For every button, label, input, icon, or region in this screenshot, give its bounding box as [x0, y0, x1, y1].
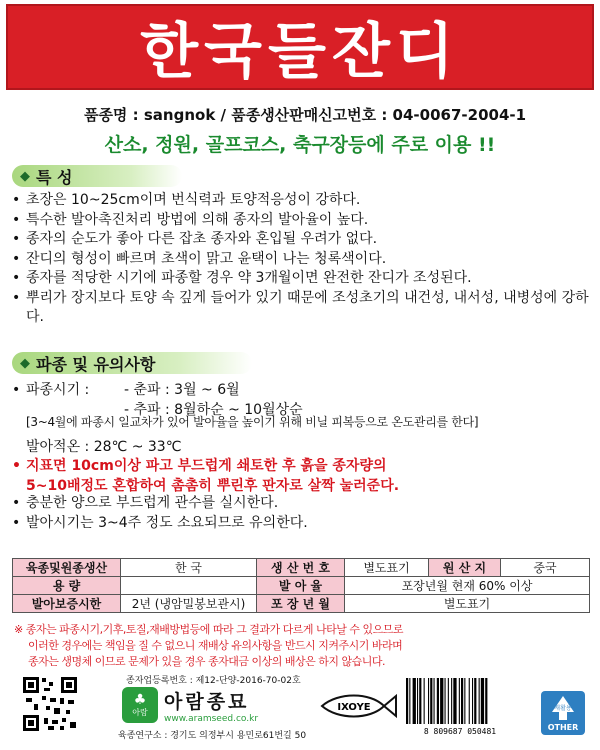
soil-prep-instruction: • 지표면 10cm이상 파고 부드럽게 쇄토한 후 흙을 종자량의 5~10배정도 혼합하여 촘촘히 뿌린후 판자로 살짝 눌러준다. [12, 458, 400, 494]
features-heading-label: 특 성 [36, 167, 73, 187]
recycle-other-icon [540, 690, 586, 736]
title-banner [6, 4, 594, 90]
barcode-bar [464, 678, 465, 724]
qr-code-icon [22, 676, 78, 732]
barcode-bar [417, 678, 418, 724]
warning-notice: ※ 종자는 파종시기,기후,토질,재배방법등에 따라 그 결과가 다르게 나타날 수 있으므로 이러한 경우에는 책임을 질 수 없으니 재배상 유의사항을 반드시 지켜주시기 바라며 종자는 생명체 이므로 문제가 있을 경우 종자대금 이상의 배상은 하지 않습니다. [14, 623, 403, 668]
barcode-bar [472, 678, 473, 724]
barcode-bar [459, 678, 460, 724]
barcode-bar [461, 678, 463, 724]
diamond-icon: ◆ [20, 168, 30, 184]
leaf-emblem-icon: ♣ 아람 [122, 687, 158, 723]
spec-table [12, 558, 590, 613]
barcode-bar [474, 678, 476, 724]
barcode-bar [453, 678, 456, 724]
svg-text:8 809687 050481: 8 809687 050481 [423, 727, 497, 736]
barcode-bar [419, 678, 421, 724]
feature-item: • 초장은 10~25cm이며 번식력과 토양적응성이 강하다. [12, 192, 361, 208]
barcode-bar [428, 678, 429, 724]
spring-sowing: - 춘파 : 3월 ~ 6월 [124, 382, 240, 398]
product-title: 한국들잔디 [140, 17, 460, 87]
ichthys-fish-icon [318, 690, 398, 722]
svg-text:OTHER: OTHER [547, 723, 579, 732]
diamond-icon: ◆ [20, 355, 30, 371]
germination-temperature: 발아적온 : 28℃ ~ 33℃ [26, 439, 182, 455]
barcode-bar [469, 678, 470, 724]
barcode-bar [434, 678, 435, 724]
barcode-bar [445, 678, 446, 724]
svg-text:IXOYE: IXOYE [337, 702, 371, 713]
feature-item: • 특수한 발아촉진처리 방법에 의해 종자의 발아율이 높다. [12, 211, 369, 228]
table-row: 용 량 발 아 율 포장년월 현재 60% 이상 [13, 577, 590, 595]
company-logo [122, 686, 302, 724]
barcode-bar [440, 678, 443, 724]
features-list [12, 191, 592, 328]
table-row: 육종및원종생산 한 국 생 산 번 호 별도표기 원 산 지 중국 [13, 559, 590, 577]
sowing-heading [12, 352, 252, 374]
barcode-bar [406, 678, 408, 724]
barcode-bar [424, 678, 425, 724]
barcode-bar [451, 678, 452, 724]
sowing-schedule: • 파종시기 : - 춘파 : 3월 ~ 6월 - 추파 : 8월하순 ~ 10월상순 [12, 381, 592, 421]
feature-item: • 종자의 순도가 좋아 다른 잡초 종자와 혼입될 우려가 없다. [12, 231, 378, 247]
features-heading [12, 165, 182, 187]
barcode-bar [437, 678, 439, 724]
barcode-bar [448, 678, 449, 724]
barcode-bar [413, 678, 416, 724]
feature-item: • 종자를 적당한 시기에 파종할 경우 약 3개월이면 완전한 잔디가 조성된다. [12, 270, 472, 286]
autumn-sowing: - 추파 : 8월하순 ~ 10월상순 [124, 402, 303, 418]
table-row: 발아보증시한 2년 (냉암밀봉보관시) 포 장 년 월 별도표기 [13, 595, 590, 613]
usage-line: 산소, 정원, 골프코스, 축구장등에 주로 이용 !! [104, 134, 496, 156]
registration-number: 종자업등록번호 : 제12-단양-2016-70-02호 [126, 676, 301, 686]
svg-text:재활용: 재활용 [554, 705, 572, 712]
barcode-bar [430, 678, 432, 724]
feature-item: • 잔디의 형성이 빠르며 초색이 맑고 윤택이 나는 청록색이다. [12, 250, 387, 267]
aftercare-list: • 충분한 양으로 부드럽게 관수를 실시한다. • 발아시기는 3~4주 정도 소요되므로 유의한다. [12, 495, 308, 531]
feature-item: • 뿌리가 장지보다 토양 속 깊게 들어가 있기 때문에 조성초기의 내건성, 내서성, 내병성에 강하다. [12, 289, 589, 325]
barcode-bar [409, 678, 410, 724]
company-address: 육종연구소 : 경기도 의정부시 용민로61번길 50 [118, 731, 307, 741]
barcode-bar [485, 678, 487, 724]
variety-line: 품종명 : sangnok / 품종생산판매신고번호 : 04-0067-2004-1 [83, 106, 527, 124]
sowing-period-label: 파종시기 : [26, 382, 90, 398]
barcode-bar [479, 678, 480, 724]
company-website: www.aramseed.co.kr [164, 713, 259, 724]
sowing-heading-label: 파종 및 유의사항 [36, 354, 156, 374]
barcode-bar [481, 678, 484, 724]
company-name: 아람종묘 [164, 690, 250, 713]
barcode-icon [400, 674, 520, 736]
sowing-note: [3~4월에 파종시 일교차가 있어 발아율을 높이기 위해 비닐 피복등으로 온도관리를 한다] [26, 415, 479, 429]
